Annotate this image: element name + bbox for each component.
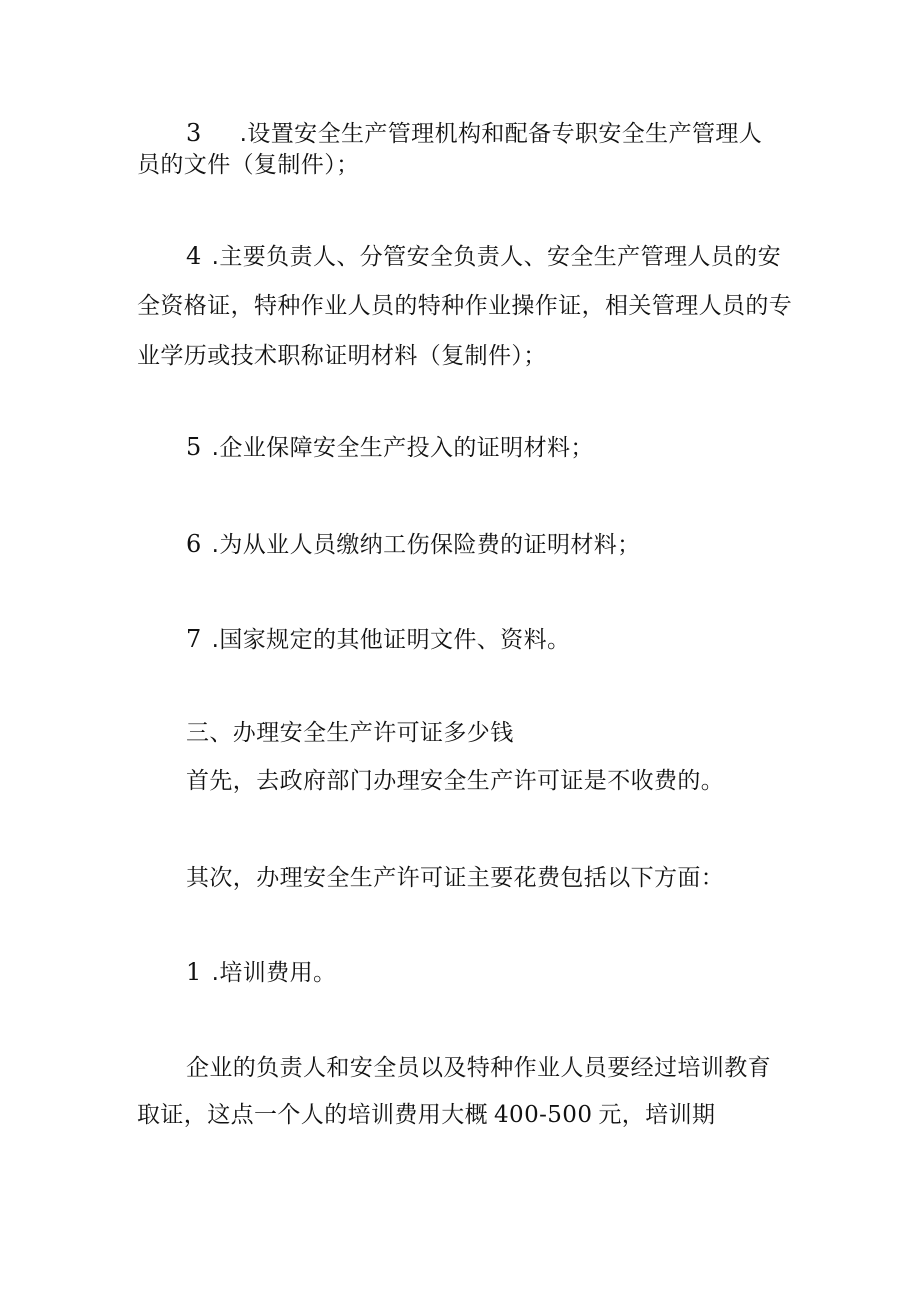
paragraph-training-line-2 (137, 1100, 797, 1130)
list-item-4-line-1 (186, 241, 846, 272)
list-item-text: .设置安全生产管理机构和配备专职安全生产管理人 (239, 121, 763, 147)
list-item-number: 4 (186, 242, 202, 270)
list-item-number: 5 (186, 433, 202, 461)
list-item-7 (186, 624, 846, 655)
paragraph-no-fee: 首先，去政府部门办理安全生产许可证是不收费的。 (186, 768, 725, 794)
list-item-4-line-3: 业学历或技术职称证明材料（复制件）； (137, 343, 547, 369)
list-item-number: 7 (186, 625, 202, 653)
list-item-4-line-2: 全资格证，特种作业人员的特种作业操作证，相关管理人员的专 (137, 293, 793, 319)
training-text-after-amount: 元，培训期 (598, 1102, 716, 1128)
list-item-text: .为从业人员缴纳工伤保险费的证明材料； (211, 532, 641, 558)
training-text-before-amount: 取证，这点一个人的培训费用大概 (137, 1102, 488, 1128)
training-fee-amount: 400-500 (494, 1102, 593, 1128)
list-item-number: 6 (186, 530, 202, 558)
list-item-6 (186, 529, 846, 560)
list-item-3-line-2: 员的文件（复制件）； (137, 152, 360, 178)
list-item-3-line-1 (186, 118, 846, 149)
paragraph-costs-intro: 其次，办理安全生产许可证主要花费包括以下方面： (186, 865, 725, 891)
cost-item-1 (186, 957, 846, 988)
paragraph-training-line-1: 企业的负责人和安全员以及特种作业人员要经过培训教育 (186, 1055, 771, 1081)
list-item-text: .主要负责人、分管安全负责人、安全生产管理人员的安 (211, 244, 781, 270)
list-item-number: 3 (186, 119, 202, 147)
cost-item-number: 1 (186, 958, 202, 986)
cost-item-text: .培训费用。 (211, 960, 337, 986)
list-item-text: .国家规定的其他证明文件、资料。 (211, 627, 571, 653)
section-heading: 三、办理安全生产许可证多少钱 (186, 720, 514, 746)
list-item-5 (186, 432, 846, 463)
list-item-text: .企业保障安全生产投入的证明材料； (211, 435, 594, 461)
